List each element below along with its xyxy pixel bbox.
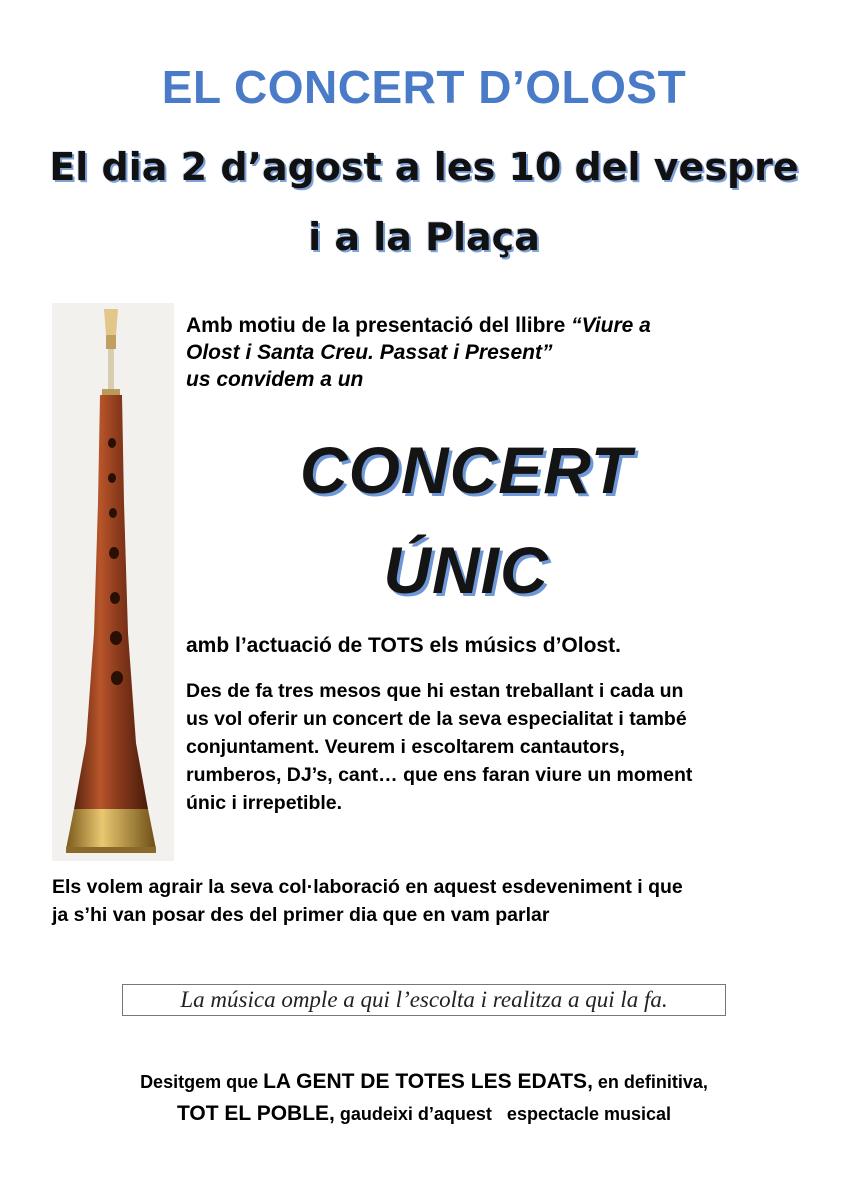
intro-lead: Amb motiu de la presentació del llibre <box>186 314 566 337</box>
closing-text: gaudeixi d’aquest espectacle musical <box>334 1104 672 1124</box>
page-title: EL CONCERT D’OLOST <box>161 61 687 113</box>
description-line: us vol oferir un concert de la seva especialitat i també <box>186 708 687 730</box>
closing-text: Desitgem que <box>140 1072 264 1092</box>
thanks-line: Els volem agrair la seva col·laboració en aquest esdeveniment i que <box>52 876 683 898</box>
closing-line-2 <box>0 1102 848 1126</box>
description-line: Des de fa tres mesos que hi estan treballant i cada un <box>186 680 684 702</box>
tenora-instrument-icon <box>52 303 174 861</box>
closing-emphasis: TOT EL POBLE, <box>176 1102 335 1125</box>
event-date: El dia 2 d’agost a les 10 del vespre <box>49 145 799 189</box>
description-line: únic i irrepetible. <box>186 792 343 814</box>
quote-box: La música omple a qui l’escolta i realitza a qui la fa. <box>122 984 726 1016</box>
book-title-part2: Olost i Santa Creu. Passat i Present” <box>186 341 553 364</box>
closing-line-1 <box>0 1070 848 1094</box>
intro-text <box>186 312 806 393</box>
description-line: rumberos, DJ’s, cant… que ens faran viure un moment <box>186 764 693 786</box>
invite-text: us convidem a un <box>186 368 364 391</box>
event-place: i a la Plaça <box>308 215 540 259</box>
book-title-part1: “Viure a <box>571 314 651 337</box>
description <box>186 677 826 817</box>
performers-text: amb l’actuació de TOTS els músics d’Olost. <box>186 634 621 657</box>
headline-concert: CONCERT <box>299 433 633 507</box>
description-line: conjuntament. Veurem i escoltarem cantautors, <box>186 736 625 758</box>
closing-text: en definitiva, <box>592 1072 708 1092</box>
thanks-line: ja s’hi van posar des del primer dia que en vam parlar <box>52 904 550 926</box>
headline-unic: ÚNIC <box>383 533 549 607</box>
thanks-text <box>52 873 832 929</box>
closing-emphasis: LA GENT DE TOTES LES EDATS, <box>263 1070 593 1093</box>
